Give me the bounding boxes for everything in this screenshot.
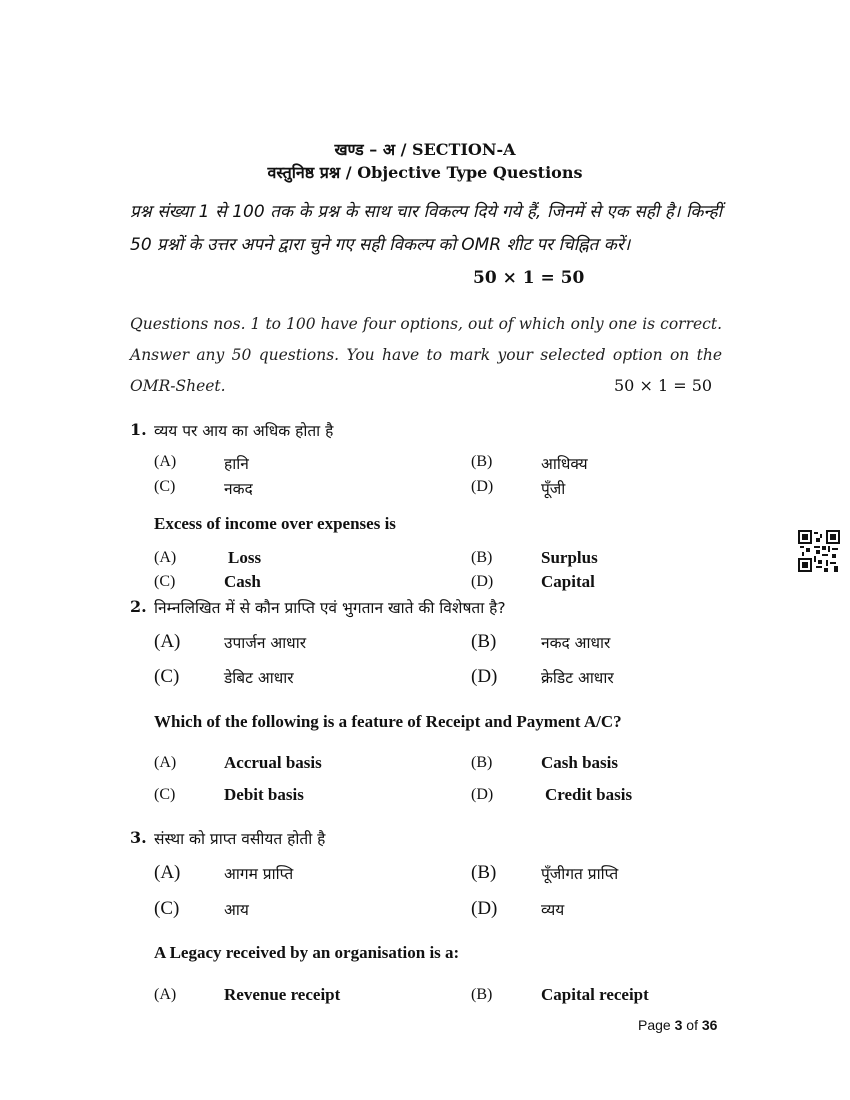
option-label: (D) [471, 898, 498, 919]
english-instructions-text: Questions nos. 1 to 100 have four options, out of which only one is correct. Answer any 50 questions. You have to mark your selected option on the OMR-Sheet. [130, 315, 722, 395]
option-text: Credit basis [545, 785, 633, 804]
option-text: Cash basis [541, 753, 619, 772]
option-text: Capital receipt [541, 985, 649, 1004]
option-text: उपार्जन आधार [224, 634, 307, 652]
hindi-instructions-text: प्रश्न संख्या 1 से 100 तक के प्रश्न के साथ चार विकल्प दिये गये हैं, जिनमें से एक सही है। किन्हीं 50 प्रश्नों के उत्तर अपने द्वारा चुने गए सही विकल्प को OMR शीट पर चिह्नित करें। [130, 202, 722, 255]
question-text-english: Excess of income over expenses is [154, 514, 396, 533]
option-text: Capital [541, 572, 595, 591]
option-label: (D) [471, 573, 494, 590]
page-current: 3 [674, 1017, 683, 1033]
option-label: (A) [154, 453, 177, 470]
english-marks: 50 × 1 = 50 [614, 376, 713, 395]
hindi-marks: 50 × 1 = 50 [473, 268, 585, 288]
option-text: Debit basis [224, 785, 304, 804]
option-text: पूँजीगत प्राप्ति [541, 865, 619, 883]
question-number: 1. [130, 420, 147, 439]
option-text: आय [224, 901, 249, 919]
option-text: Revenue receipt [224, 985, 341, 1004]
option-label: (D) [471, 786, 494, 803]
option-text: Cash [224, 572, 261, 591]
option-label: (B) [471, 754, 493, 771]
option-label: (D) [471, 666, 498, 687]
option-label: (A) [154, 986, 177, 1003]
page-number [638, 1017, 717, 1033]
question-text-english: Which of the following is a feature of Receipt and Payment A/C? [154, 712, 622, 731]
page-prefix: Page [638, 1017, 671, 1033]
option-label: (C) [154, 786, 176, 803]
question-text-hindi: व्यय पर आय का अधिक होता है [154, 422, 334, 440]
option-text: Accrual basis [224, 753, 322, 772]
option-label: (A) [154, 549, 177, 566]
option-text: नकद [224, 480, 253, 498]
option-label: (B) [471, 986, 493, 1003]
question-text-hindi: निम्नलिखित में से कौन प्राप्ति एवं भुगतान खाते की विशेषता है? [154, 599, 506, 617]
option-text: आधिक्य [541, 455, 588, 473]
option-label: (B) [471, 862, 497, 883]
option-text: डेबिट आधार [224, 669, 294, 687]
qr-code-icon [798, 530, 840, 572]
option-label: (A) [154, 754, 177, 771]
option-text: पूँजी [541, 480, 566, 498]
option-label: (C) [154, 573, 176, 590]
section-title: खण्ड – अ / SECTION-A [334, 140, 516, 159]
option-text: Loss [228, 548, 262, 567]
option-label: (A) [154, 631, 181, 652]
question-text-hindi: संस्था को प्राप्त वसीयत होती है [154, 830, 326, 848]
page-total: 36 [701, 1017, 718, 1033]
option-label: (C) [154, 478, 176, 495]
section-subtitle: वस्तुनिष्ठ प्रश्न / Objective Type Questions [267, 163, 583, 182]
option-label: (C) [154, 898, 180, 919]
option-text: नकद आधार [541, 634, 611, 652]
option-label: (B) [471, 453, 493, 470]
option-text: Surplus [541, 548, 598, 567]
option-label: (D) [471, 478, 494, 495]
option-label: (B) [471, 549, 493, 566]
option-text: हानि [224, 455, 249, 473]
question-number: 2. [130, 597, 147, 616]
page-of: of [686, 1017, 698, 1033]
option-label: (A) [154, 862, 181, 883]
hindi-instructions [130, 196, 722, 262]
option-label: (C) [154, 666, 180, 687]
option-text: क्रेडिट आधार [541, 669, 614, 687]
question-number: 3. [130, 828, 147, 847]
option-label: (B) [471, 631, 497, 652]
option-text: व्यय [541, 901, 565, 919]
question-text-english: A Legacy received by an organisation is a: [154, 943, 460, 962]
option-text: आगम प्राप्ति [224, 865, 294, 883]
